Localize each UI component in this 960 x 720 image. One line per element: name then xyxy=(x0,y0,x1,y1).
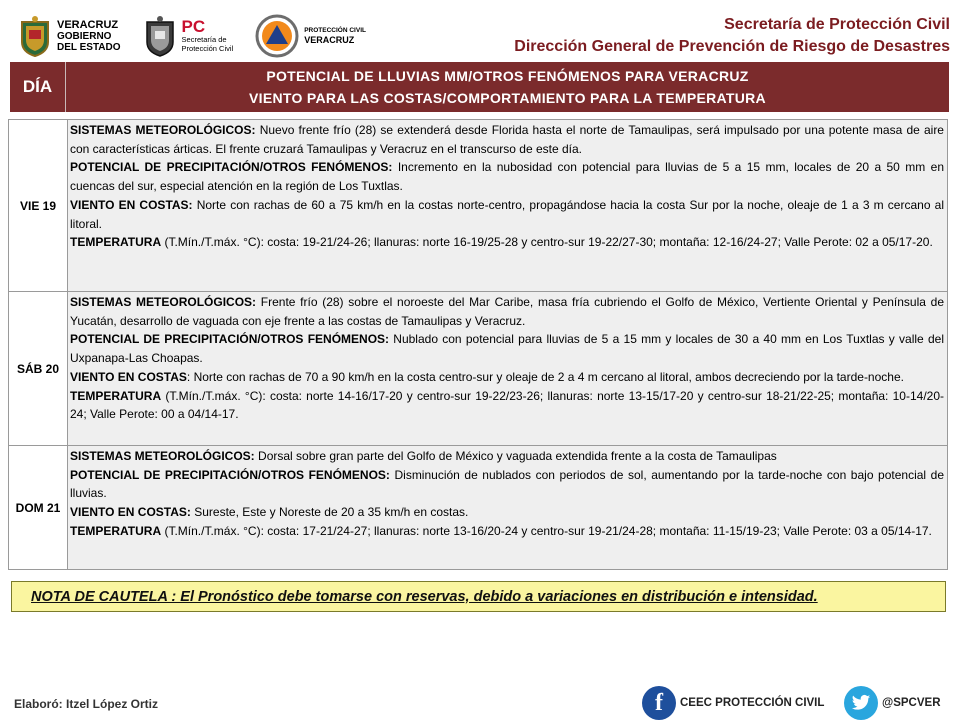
pc-shield-icon xyxy=(143,14,177,58)
pcv-logo-subtitle: PROTECCIÓN CIVIL xyxy=(304,27,366,34)
caution-note-box xyxy=(11,581,946,612)
precipitacion-paragraph xyxy=(70,466,944,503)
pc-logo-subtitle: Secretaría de xyxy=(181,35,227,44)
twitter-link[interactable] xyxy=(844,686,941,720)
veracruz-logo-line: VERACRUZ xyxy=(57,18,119,31)
temperatura-text: (T.Mín./T.máx. °C): costa: norte 14-16/17-20 y centro-sur 19-22/23-26; llanuras: norte 13-15/17-20 y centro-sur 18-21/22-25; montaña: 10-14/20-24; Valle Perote: 00 a 04/14-17. xyxy=(70,388,944,422)
sistemas-label: SISTEMAS METEOROLÓGICOS: xyxy=(70,123,256,137)
viento-text: : Norte con rachas de 70 a 90 km/h en la costa centro-sur y oleaje de 2 a 4 m cercano al litoral, ambos decreciendo por la tarde-noche. xyxy=(186,369,904,384)
precipitacion-paragraph xyxy=(70,330,944,367)
document-header-titles xyxy=(514,14,950,58)
secretaria-title: Secretaría de Protección Civil xyxy=(724,16,950,33)
forecast-row xyxy=(9,292,948,446)
veracruz-logo-line: DEL ESTADO xyxy=(57,41,121,53)
table-title-line: POTENCIAL DE LLUVIAS MM/OTROS FENÓMENOS PARA VERACRUZ xyxy=(266,68,749,84)
precipitacion-label: POTENCIAL DE PRECIPITACIÓN/OTROS FENÓMENOS: xyxy=(70,332,390,347)
author-credit: Elaboró: Itzel López Ortiz xyxy=(14,697,159,711)
pc-logo-title: PC xyxy=(181,17,206,36)
pc-logo-text xyxy=(182,19,234,53)
forecast-day: SÁB 20 xyxy=(9,292,68,446)
temperatura-label: TEMPERATURA xyxy=(70,388,162,403)
temperatura-paragraph xyxy=(70,387,944,424)
sistemas-paragraph xyxy=(70,121,944,158)
veracruz-logo-line: GOBIERNO xyxy=(57,30,112,42)
precipitacion-label: POTENCIAL DE PRECIPITACIÓN/OTROS FENÓMENOS: xyxy=(70,160,393,175)
facebook-icon[interactable]: f xyxy=(642,686,676,720)
veracruz-shield-icon xyxy=(18,14,52,58)
viento-text: Norte con rachas de 60 a 75 km/h en la costas norte-centro, propagándose hacia la costa Sur por la noche, oleaje de 1 a 3 m cercano al litoral. xyxy=(70,197,944,231)
sistemas-paragraph xyxy=(70,293,944,330)
day-column-header: DÍA xyxy=(10,62,66,112)
facebook-label[interactable]: CEEC PROTECCIÓN CIVIL xyxy=(680,697,825,709)
forecast-content xyxy=(68,446,948,570)
temperatura-paragraph xyxy=(70,233,944,252)
viento-label: VIENTO EN COSTAS xyxy=(70,369,187,384)
table-title xyxy=(66,62,949,112)
twitter-icon[interactable] xyxy=(844,686,878,720)
forecast-content xyxy=(68,120,948,292)
table-header-band xyxy=(10,62,949,112)
forecast-day: VIE 19 xyxy=(9,120,68,292)
temperatura-text: (T.Mín./T.máx. °C): costa: 17-21/24-27; llanuras: norte 13-16/20-24 y centro-sur 19-21/24-28; montaña: 11-15/19-23; Valle Perote: 03 a 05/14-17. xyxy=(161,523,932,538)
temperatura-label: TEMPERATURA xyxy=(70,235,162,250)
precipitacion-text: Incremento en la nubosidad con potencial para lluvias de 5 a 15 mm, locales de 20 a 50 mm en cuencas del sur, especial atención en la región de Los Tuxtlas. xyxy=(70,160,944,194)
forecast-row xyxy=(9,120,948,292)
viento-paragraph xyxy=(70,368,944,387)
viento-paragraph xyxy=(70,196,944,233)
veracruz-logo-text xyxy=(57,20,121,53)
viento-text: Sureste, Este y Noreste de 20 a 35 km/h en costas. xyxy=(190,505,469,520)
precipitacion-paragraph xyxy=(70,158,944,195)
precipitacion-text: Nublado con potencial para lluvias de 5 a 15 mm y locales de 30 a 40 mm en Los Tuxtlas y valle del Uxpanapa-Las Choapas. xyxy=(70,332,944,366)
table-title-line: VIENTO PARA LAS COSTAS/COMPORTAMIENTO PARA LA TEMPERATURA xyxy=(249,90,766,106)
pcv-logo xyxy=(255,14,366,58)
veracruz-logo xyxy=(18,14,121,58)
facebook-link[interactable] xyxy=(642,686,824,720)
sistemas-label: SISTEMAS METEOROLÓGICOS: xyxy=(70,449,255,463)
direccion-title: Dirección General de Prevención de Riesgo de Desastres xyxy=(514,38,950,55)
triangle-emblem-icon xyxy=(255,14,299,58)
forecast-day: DOM 21 xyxy=(9,446,68,570)
forecast-table xyxy=(8,119,948,570)
temperatura-paragraph xyxy=(70,522,944,541)
viento-label: VIENTO EN COSTAS: xyxy=(70,505,191,520)
caution-note-text: NOTA DE CAUTELA : El Pronóstico debe tomarse con reservas, debido a variaciones en distribución e intensidad. xyxy=(31,588,818,605)
header-logos xyxy=(18,10,388,62)
viento-paragraph xyxy=(70,503,944,522)
temperatura-label: TEMPERATURA xyxy=(70,523,162,538)
pc-logo-subtitle: Protección Civil xyxy=(181,44,234,53)
precipitacion-text: Disminución de nublados con periodos de sol, aumentando por la tarde-noche con bajo potencial de lluvias. xyxy=(70,467,944,501)
pcv-logo-title: VERACRUZ xyxy=(304,35,355,45)
pcv-logo-text xyxy=(304,27,366,45)
sistemas-text: Dorsal sobre gran parte del Golfo de México y vaguada extendida frente a la costa de Tamaulipas xyxy=(254,449,777,463)
sistemas-text: Nuevo frente frío (28) se extenderá desde Florida hasta el norte de Tamaulipas, será impulsado por una potente masa de aire con características árticas. El frente cruzará Tamaulipas y Veracruz en el transcurso de este día. xyxy=(70,123,944,156)
forecast-row xyxy=(9,446,948,570)
sistemas-paragraph xyxy=(70,447,944,466)
sistemas-text: Frente frío (28) sobre el noroeste del Mar Caribe, masa fría cubriendo el Golfo de México, Vertiente Oriental y Península de Yucatán, desarrollo de vaguada con eje frente a las costas de Tamaulipas y Veracruz. xyxy=(70,295,944,328)
viento-label: VIENTO EN COSTAS: xyxy=(70,197,193,212)
temperatura-text: (T.Mín./T.máx. °C): costa: 19-21/24-26; llanuras: norte 16-19/25-28 y centro-sur 19-22/27-30; montaña: 12-16/24-27; Valle Perote: 02 a 05/17-20. xyxy=(161,235,933,250)
precipitacion-label: POTENCIAL DE PRECIPITACIÓN/OTROS FENÓMENOS: xyxy=(70,467,390,482)
sistemas-label: SISTEMAS METEOROLÓGICOS: xyxy=(70,295,257,309)
twitter-label[interactable]: @SPCVER xyxy=(882,697,941,709)
pc-logo xyxy=(143,14,234,58)
forecast-content xyxy=(68,292,948,446)
